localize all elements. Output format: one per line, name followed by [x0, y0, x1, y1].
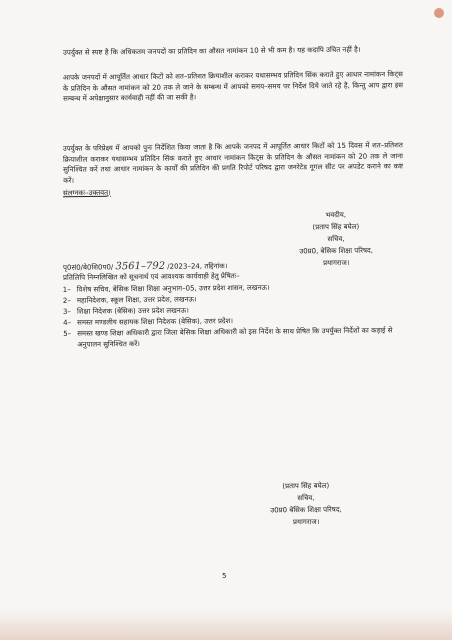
list-item: 2– महानिदेशक, स्कूल शिक्षा, उत्तर प्रदेश, लखनऊ। — [62, 295, 197, 305]
attachment-note: संलग्नकः–उक्तवत्। — [62, 188, 111, 198]
signatory-designation: सचिव, — [327, 234, 345, 244]
list-item: 1– विशेष सचिव, बेसिक शिक्षा शिक्षा अनुभाग–05, उत्तर प्रदेश शासन, लखनऊ। — [62, 283, 270, 294]
signatory-name: (प्रताप सिंह बघेल) — [312, 222, 360, 232]
signatory-office: उ0प्र0 बेसिक शिक्षा परिषद, — [270, 505, 342, 515]
page-corner-mark — [434, 8, 444, 18]
list-item: 4– समस्त मण्डलीय सहायक शिक्षा निदेशक (बेसिक), उत्तर प्रदेश। — [63, 317, 234, 327]
paragraph-2: आपके जनपदों में आपूर्तित आधार किटों को शत–प्रतिशत क्रियाशील कराकर यथासम्भव प्रतिदिन सिंक कराते हुए आधार नामांकन किट्स के प्रतिदिन के औसत नामांकन को 20 तक ले जाने के सम्बन्ध में आपको समय–समय पर निर्देश दिये जाते रहे है, किन्तु आप द्वारा इस सम्बन्ध में अपेक्षानुसार कार्यवाही नहीं की जा सकी है। — [62, 70, 404, 103]
signatory-city: प्रयागराज। — [292, 517, 320, 527]
signature-block-bottom — [246, 479, 366, 528]
list-item: 5– समस्त खण्ड शिक्षा अधिकारी द्वारा जिला बेसिक शिक्षा अधिकारी को इस निर्देश के साथ प्रेषित कि उपर्युक्त निर्देशों का कड़ाई से अनुपालन सुनिश्चित करें। — [63, 326, 393, 349]
paragraph-1: उपर्युक्त से स्पष्ट है कि अधिकतम जनपदों का प्रतिदिन का औसत नामांकन 10 से भी कम है। यह कदापि उचित नहीं है। — [62, 45, 361, 57]
paragraph-3: उपर्युक्त के परिप्रेक्ष्य में आपको पुनः निर्देशित किया जाता है कि आपके जनपद में आपूर्तित आधार किटों को 15 दिवस में शत–प्रतिशत क्रियाशील कराकर यथासम्भव प्रतिदिन सिंक कराते हुए आधार नामांकन किट्स के प्रतिदिन के औसत नामांकन को 20 तक ले जाना सुनिश्चित करें तथा आधार नामांकन के कार्यों की प्रतिदिन की प्रगति रिपोर्ट परिषद द्वारा जनरेटेड गूगल सीट पर अपडेट कराने का कष्ट करें। — [62, 141, 404, 185]
reference-number-handwritten: 3561–792 — [115, 260, 166, 273]
page-edge-shadow — [0, 610, 452, 640]
greeting: भवदीय, — [325, 210, 347, 220]
page-number: 5 — [222, 572, 227, 580]
copy-heading: प्रतिलिपि निम्नलिखित को सूचनार्थ एवं आवश्यक कार्यवाही हेतु प्रेषितः– — [62, 271, 240, 282]
signatory-office: उ0प्र0, बेसिक शिक्षा परिषद, — [299, 246, 373, 256]
signatory-name: (प्रताप सिंह बघेल) — [282, 481, 330, 491]
reference-prefix: पृ0सं0/बे0शि0प0/ — [62, 263, 114, 272]
signatory-city: प्रयागराज। — [323, 258, 350, 268]
copy-list — [63, 281, 414, 351]
reference-suffix: /2023–24, तद्दिनांक। — [167, 262, 228, 271]
signatory-designation: सचिव, — [297, 493, 315, 503]
list-item: 3– शिक्षा निदेशक (बेसिक) उत्तर प्रदेश लखनऊ। — [62, 306, 189, 316]
